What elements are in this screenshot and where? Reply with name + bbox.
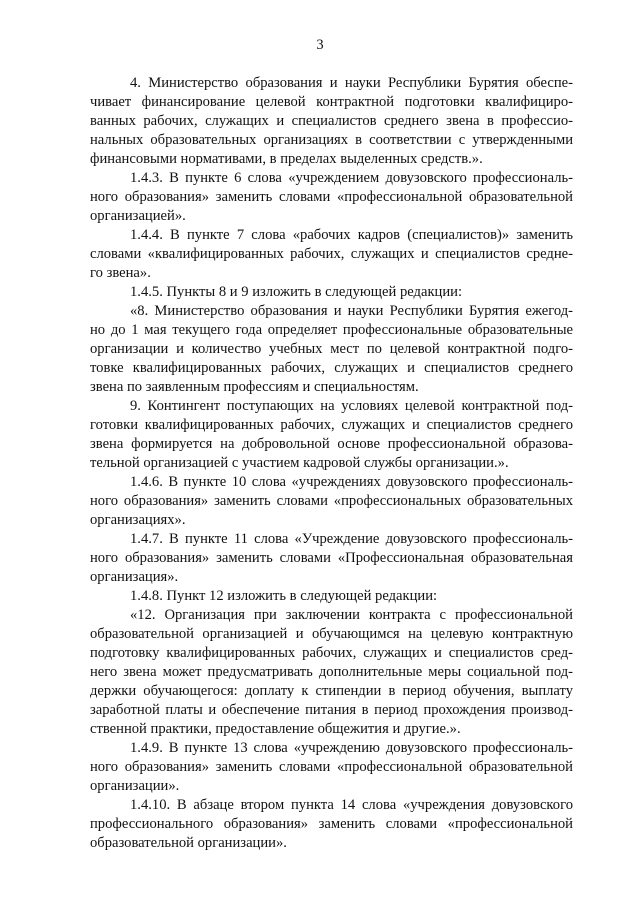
paragraph (90, 226, 573, 283)
paragraph (90, 606, 573, 739)
text-line: профессионального образования» заменить словами «профессиональной (90, 816, 573, 832)
text-line: финансовыми нормативами, в пределах выделенных средств.». (90, 151, 483, 167)
paragraph (90, 530, 573, 587)
text-line: «8. Министерство образования и науки Республики Бурятия ежегод- (130, 303, 573, 319)
text-line: организацией». (90, 208, 186, 224)
text-line: него звена может предусматривать дополнительные меры социальной под- (90, 664, 573, 680)
text-line: ванных рабочих, служащих и специалистов среднего звена в профессио- (90, 113, 573, 129)
text-line: тельной организацией с участием кадровой службы организации.». (90, 455, 509, 471)
text-line: 1.4.4. В пункте 7 слова «рабочих кадров (специалистов)» заменить (130, 227, 573, 243)
text-line: заработной платы и обеспечение питания в период прохождения производ- (90, 702, 573, 718)
text-line: 1.4.9. В пункте 13 слова «учреждению довузовского профессиональ- (130, 740, 573, 756)
text-line: товке квалифицированных рабочих, служащих и специалистов среднего (90, 360, 573, 376)
text-line: подготовку квалифицированных рабочих, служащих и специалистов сред- (90, 645, 573, 661)
text-line: 9. Контингент поступающих на условиях целевой контрактной под- (130, 398, 573, 414)
text-line: ного образования» заменить словами «профессиональной образовательной (90, 189, 573, 205)
text-line: ственной практики, предоставление общежития и другие.». (90, 721, 461, 737)
text-line: организациях». (90, 512, 186, 528)
text-line: 1.4.3. В пункте 6 слова «учреждением довузовского профессиональ- (130, 170, 573, 186)
text-line: ного образования» заменить словами «Профессиональная образовательная (90, 550, 573, 566)
text-line: организации». (90, 778, 180, 794)
text-line: организация». (90, 569, 179, 585)
text-line: 1.4.6. В пункте 10 слова «учреждениях довузовского профессиональ- (130, 474, 573, 490)
text-line: организации и количество учебных мест по целевой контрактной подго- (90, 341, 573, 357)
document-body (90, 74, 573, 853)
text-line: звена по заявленным профессиям и специальностям. (90, 379, 419, 395)
text-line: 1.4.5. Пункты 8 и 9 изложить в следующей редакции: (130, 284, 463, 300)
text-line: чивает финансирование целевой контрактной подготовки квалифициро- (90, 94, 573, 110)
text-line: 1.4.8. Пункт 12 изложить в следующей редакции: (130, 588, 438, 604)
text-line: готовки квалифицированных рабочих, служащих и специалистов среднего (90, 417, 573, 433)
text-line: звена формируется на добровольной основе профессиональной образова- (90, 436, 573, 452)
paragraph (90, 473, 573, 530)
text-line: нальных образовательных организациях в соответствии с утвержденными (90, 132, 573, 148)
text-line: образовательной организации». (90, 835, 287, 851)
text-line: «12. Организация при заключении контракта с профессиональной (130, 607, 573, 623)
text-line: словами «квалифицированных рабочих, служащих и специалистов средне- (90, 246, 573, 262)
text-line: 1.4.7. В пункте 11 слова «Учреждение довузовского профессиональ- (130, 531, 573, 547)
paragraph (90, 739, 573, 796)
paragraph (90, 169, 573, 226)
paragraph (90, 397, 573, 473)
text-line: образовательной организацией и обучающимся на целевую контрактную (90, 626, 573, 642)
paragraph (90, 74, 573, 169)
paragraph (90, 796, 573, 853)
text-line: держки обучающегося: доплату к стипендии в период обучения, выплату (90, 683, 573, 699)
paragraph (90, 587, 573, 606)
text-line: го звена». (90, 265, 151, 281)
page-number: 3 (316, 37, 324, 53)
text-line: но до 1 мая текущего года определяет профессиональные образовательные (90, 322, 573, 338)
text-line: ного образования» заменить словами «профессиональных образовательных (90, 493, 573, 509)
text-line: ного образования» заменить словами «профессиональной образовательной (90, 759, 573, 775)
text-line: 1.4.10. В абзаце втором пункта 14 слова «учреждения довузовского (130, 797, 573, 813)
paragraph (90, 283, 573, 302)
paragraph (90, 302, 573, 397)
text-line: 4. Министерство образования и науки Республики Бурятия обеспе- (130, 75, 573, 91)
